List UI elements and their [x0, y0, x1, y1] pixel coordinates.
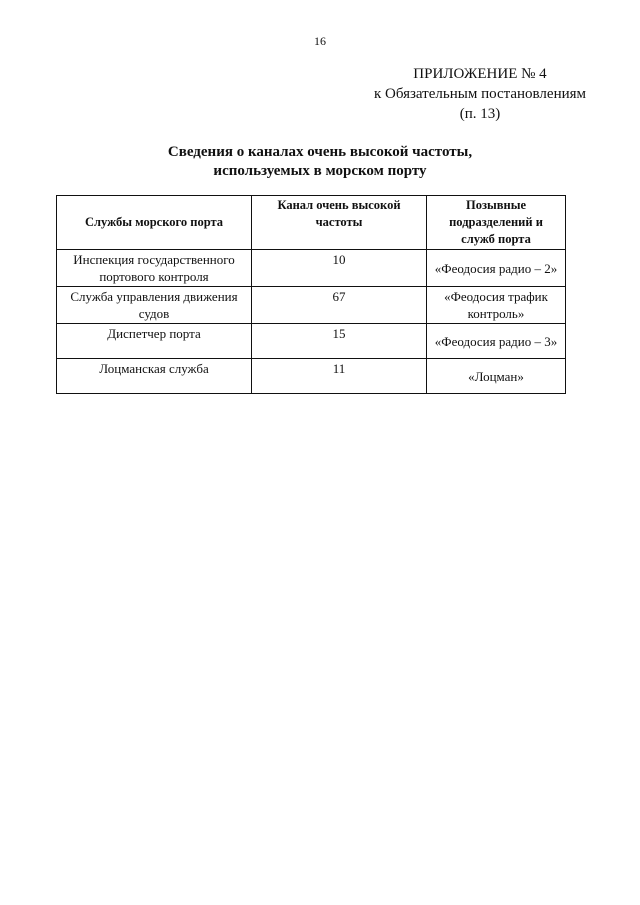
channel-cell: 15 [252, 324, 427, 359]
channel-cell: 67 [252, 287, 427, 324]
call-sign-cell: «Лоцман» [427, 359, 566, 394]
header-channel: Канал очень высокой частоты [252, 196, 427, 250]
call-sign-cell: «Феодосия радио – 2» [427, 250, 566, 287]
channel-cell: 10 [252, 250, 427, 287]
table-title-line-2: используемых в морском порту [213, 163, 427, 179]
page-number: 16 [314, 34, 326, 48]
vhf-channels-table [56, 195, 566, 394]
header-call-sign: Позывные подразделений и служб порта [427, 196, 566, 250]
header-service: Службы морского порта [57, 196, 252, 250]
table-row [57, 250, 566, 287]
appendix-header [350, 64, 610, 124]
service-cell: Служба управления движения судов [57, 287, 252, 324]
table-header-row [57, 196, 566, 250]
appendix-subtitle: к Обязательным постановлениям [373, 86, 587, 102]
service-cell: Инспекция государственного портового контроля [57, 250, 252, 287]
appendix-clause: (п. 13) [459, 106, 501, 122]
appendix-title: ПРИЛОЖЕНИЕ № 4 [413, 66, 547, 82]
channel-cell: 11 [252, 359, 427, 394]
service-cell: Диспетчер порта [57, 324, 252, 359]
table-row [57, 359, 566, 394]
table-title [0, 143, 640, 181]
call-sign-cell: «Феодосия радио – 3» [427, 324, 566, 359]
table-title-line-1: Сведения о каналах очень высокой частоты, [167, 144, 473, 160]
call-sign-cell: «Феодосия трафик контроль» [427, 287, 566, 324]
table-row [57, 324, 566, 359]
table-row [57, 287, 566, 324]
service-cell: Лоцманская служба [57, 359, 252, 394]
